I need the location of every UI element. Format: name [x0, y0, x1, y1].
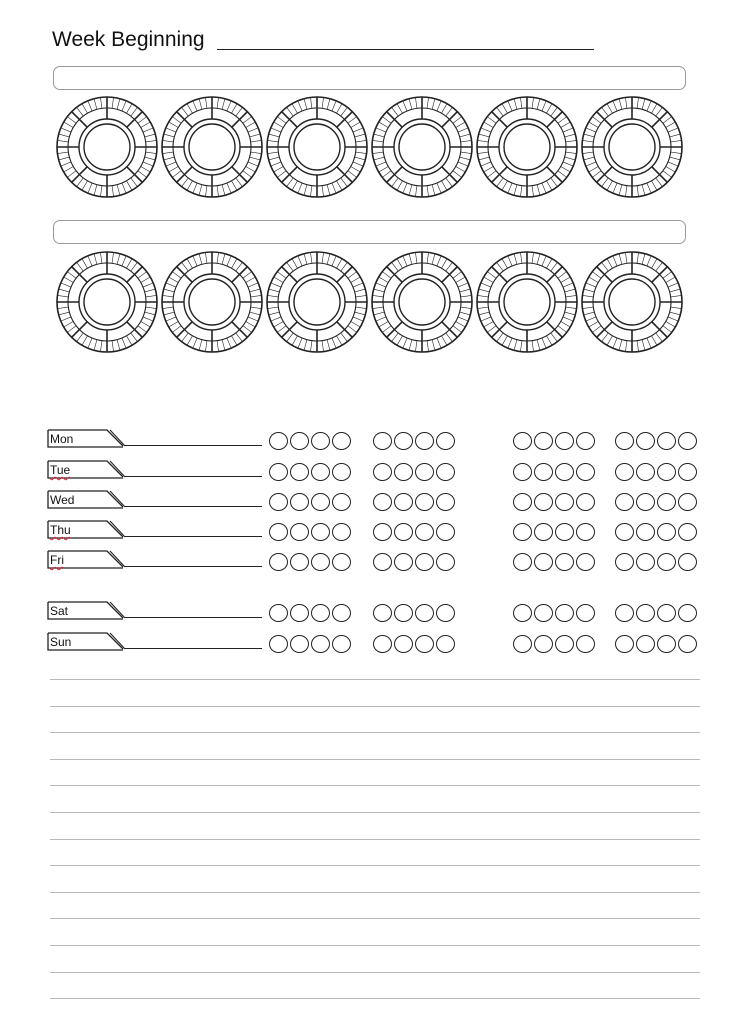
habit-checkbox[interactable]: [436, 493, 455, 511]
habit-checkbox[interactable]: [373, 523, 392, 541]
day-row-sat: [47, 601, 707, 627]
habit-checkbox[interactable]: [394, 635, 413, 653]
checkbox-group-1: [269, 493, 351, 515]
habit-checkbox[interactable]: [576, 463, 595, 481]
habit-checkbox[interactable]: [678, 463, 697, 481]
habit-checkbox[interactable]: [290, 604, 309, 622]
day-label: Mon: [50, 432, 74, 446]
day-label: Tue: [50, 463, 71, 477]
habit-checkbox[interactable]: [290, 635, 309, 653]
habit-checkbox[interactable]: [436, 432, 455, 450]
habit-checkbox[interactable]: [657, 432, 676, 450]
habit-checkbox[interactable]: [311, 493, 330, 511]
habit-checkbox[interactable]: [269, 493, 288, 511]
checkbox-group-2: [373, 635, 455, 657]
habit-checkbox[interactable]: [269, 432, 288, 450]
checkbox-group-2: [373, 432, 455, 454]
checkbox-group-2: [373, 553, 455, 575]
habit-checkbox[interactable]: [657, 635, 676, 653]
note-line[interactable]: [50, 972, 700, 973]
habit-ring-1-3[interactable]: [265, 95, 369, 199]
habit-checkbox[interactable]: [436, 523, 455, 541]
habit-checkbox[interactable]: [615, 604, 634, 622]
note-line[interactable]: [50, 812, 700, 813]
day-write-line[interactable]: [125, 476, 262, 477]
habit-ring-1-4[interactable]: [370, 95, 474, 199]
day-write-line[interactable]: [125, 536, 262, 537]
checkbox-group-2: [373, 523, 455, 545]
habit-checkbox[interactable]: [555, 463, 574, 481]
habit-checkbox[interactable]: [615, 463, 634, 481]
tracker-label-bar-1[interactable]: [53, 66, 686, 90]
note-line[interactable]: [50, 918, 700, 919]
note-line[interactable]: [50, 839, 700, 840]
habit-checkbox[interactable]: [576, 493, 595, 511]
checkbox-group-4: [615, 553, 697, 575]
habit-checkbox[interactable]: [311, 463, 330, 481]
habit-checkbox[interactable]: [657, 493, 676, 511]
checkbox-group-3: [513, 523, 595, 545]
habit-checkbox[interactable]: [373, 493, 392, 511]
habit-ring-2-1[interactable]: [55, 250, 159, 354]
checkbox-group-3: [513, 463, 595, 485]
habit-checkbox[interactable]: [513, 553, 532, 571]
checkbox-group-4: [615, 523, 697, 545]
day-write-line[interactable]: [125, 445, 262, 446]
habit-checkbox[interactable]: [269, 635, 288, 653]
habit-checkbox[interactable]: [555, 604, 574, 622]
habit-checkbox[interactable]: [657, 463, 676, 481]
note-line[interactable]: [50, 998, 700, 999]
day-tab: [47, 632, 127, 658]
habit-checkbox[interactable]: [311, 635, 330, 653]
habit-checkbox[interactable]: [678, 493, 697, 511]
day-tab: [47, 490, 127, 516]
habit-checkbox[interactable]: [332, 604, 351, 622]
habit-checkbox[interactable]: [332, 635, 351, 653]
habit-ring-2-4[interactable]: [370, 250, 474, 354]
habit-checkbox[interactable]: [415, 523, 434, 541]
habit-checkbox[interactable]: [615, 493, 634, 511]
note-line[interactable]: [50, 945, 700, 946]
habit-checkbox[interactable]: [555, 523, 574, 541]
habit-checkbox[interactable]: [290, 463, 309, 481]
day-row-thu: [47, 520, 707, 546]
checkbox-group-1: [269, 635, 351, 657]
habit-checkbox[interactable]: [394, 553, 413, 571]
day-write-line[interactable]: [125, 566, 262, 567]
habit-checkbox[interactable]: [373, 604, 392, 622]
habit-checkbox[interactable]: [332, 553, 351, 571]
habit-checkbox[interactable]: [290, 553, 309, 571]
habit-ring-2-2[interactable]: [160, 250, 264, 354]
habit-checkbox[interactable]: [269, 604, 288, 622]
habit-checkbox[interactable]: [436, 553, 455, 571]
habit-checkbox[interactable]: [513, 493, 532, 511]
habit-checkbox[interactable]: [436, 604, 455, 622]
day-tab: [47, 520, 127, 546]
habit-checkbox[interactable]: [290, 432, 309, 450]
habit-checkbox[interactable]: [311, 604, 330, 622]
habit-checkbox[interactable]: [576, 523, 595, 541]
day-label: Thu: [50, 523, 71, 537]
habit-checkbox[interactable]: [415, 463, 434, 481]
habit-checkbox[interactable]: [415, 493, 434, 511]
checkbox-group-4: [615, 493, 697, 515]
day-tab: [47, 601, 127, 627]
habit-checkbox[interactable]: [513, 463, 532, 481]
checkbox-group-3: [513, 493, 595, 515]
habit-checkbox[interactable]: [513, 604, 532, 622]
habit-checkbox[interactable]: [415, 553, 434, 571]
day-tab: [47, 429, 127, 455]
habit-checkbox[interactable]: [657, 604, 676, 622]
habit-checkbox[interactable]: [678, 553, 697, 571]
habit-checkbox[interactable]: [576, 635, 595, 653]
habit-checkbox[interactable]: [678, 635, 697, 653]
habit-checkbox[interactable]: [636, 553, 655, 571]
habit-checkbox[interactable]: [576, 553, 595, 571]
habit-checkbox[interactable]: [513, 523, 532, 541]
habit-checkbox[interactable]: [534, 553, 553, 571]
habit-checkbox[interactable]: [332, 432, 351, 450]
checkbox-group-3: [513, 553, 595, 575]
habit-checkbox[interactable]: [290, 523, 309, 541]
day-label: Sat: [50, 604, 69, 618]
checkbox-group-3: [513, 635, 595, 657]
day-tab: [47, 460, 127, 486]
tracker-label-bar-2[interactable]: [53, 220, 686, 244]
day-write-line[interactable]: [125, 648, 262, 649]
habit-ring-1-5[interactable]: [475, 95, 579, 199]
habit-checkbox[interactable]: [513, 635, 532, 653]
habit-checkbox[interactable]: [311, 553, 330, 571]
habit-checkbox[interactable]: [373, 432, 392, 450]
checkbox-group-4: [615, 463, 697, 485]
note-line[interactable]: [50, 785, 700, 786]
note-line[interactable]: [50, 892, 700, 893]
habit-checkbox[interactable]: [555, 493, 574, 511]
habit-ring-2-5[interactable]: [475, 250, 579, 354]
habit-ring-1-1[interactable]: [55, 95, 159, 199]
habit-checkbox[interactable]: [615, 523, 634, 541]
habit-checkbox[interactable]: [436, 635, 455, 653]
checkbox-group-3: [513, 604, 595, 626]
habit-checkbox[interactable]: [415, 635, 434, 653]
habit-checkbox[interactable]: [332, 463, 351, 481]
day-row-tue: [47, 460, 707, 486]
checkbox-group-2: [373, 463, 455, 485]
checkbox-group-4: [615, 604, 697, 626]
habit-checkbox[interactable]: [636, 523, 655, 541]
checkbox-group-4: [615, 635, 697, 657]
habit-checkbox[interactable]: [394, 432, 413, 450]
habit-checkbox[interactable]: [576, 604, 595, 622]
habit-checkbox[interactable]: [513, 432, 532, 450]
checkbox-group-2: [373, 493, 455, 515]
habit-checkbox[interactable]: [394, 604, 413, 622]
habit-checkbox[interactable]: [534, 432, 553, 450]
habit-checkbox[interactable]: [436, 463, 455, 481]
habit-checkbox[interactable]: [373, 463, 392, 481]
habit-checkbox[interactable]: [373, 635, 392, 653]
habit-checkbox[interactable]: [615, 553, 634, 571]
day-row-wed: [47, 490, 707, 516]
habit-checkbox[interactable]: [332, 493, 351, 511]
habit-checkbox[interactable]: [678, 523, 697, 541]
day-row-mon: [47, 429, 707, 455]
habit-checkbox[interactable]: [636, 635, 655, 653]
habit-ring-1-2[interactable]: [160, 95, 264, 199]
habit-checkbox[interactable]: [555, 432, 574, 450]
habit-ring-2-6[interactable]: [580, 250, 684, 354]
day-label: Sun: [50, 635, 72, 649]
habit-checkbox[interactable]: [534, 604, 553, 622]
habit-checkbox[interactable]: [373, 553, 392, 571]
checkbox-group-3: [513, 432, 595, 454]
habit-checkbox[interactable]: [636, 432, 655, 450]
day-label: Fri: [50, 553, 64, 567]
day-row-fri: [47, 550, 707, 576]
habit-checkbox[interactable]: [269, 463, 288, 481]
habit-checkbox[interactable]: [636, 493, 655, 511]
note-line[interactable]: [50, 865, 700, 866]
note-line[interactable]: [50, 759, 700, 760]
habit-checkbox[interactable]: [534, 523, 553, 541]
note-line[interactable]: [50, 679, 700, 680]
habit-checkbox[interactable]: [394, 463, 413, 481]
checkbox-group-1: [269, 604, 351, 626]
page-header: [52, 26, 612, 56]
habit-ring-2-3[interactable]: [265, 250, 369, 354]
checkbox-group-1: [269, 523, 351, 545]
checkbox-group-2: [373, 604, 455, 626]
habit-checkbox[interactable]: [534, 635, 553, 653]
habit-checkbox[interactable]: [311, 432, 330, 450]
day-write-line[interactable]: [125, 617, 262, 618]
habit-checkbox[interactable]: [657, 523, 676, 541]
habit-checkbox[interactable]: [332, 523, 351, 541]
habit-checkbox[interactable]: [636, 604, 655, 622]
habit-checkbox[interactable]: [636, 463, 655, 481]
day-write-line[interactable]: [125, 506, 262, 507]
habit-checkbox[interactable]: [394, 493, 413, 511]
habit-checkbox[interactable]: [576, 432, 595, 450]
page-title: Week Beginning: [52, 28, 205, 51]
habit-checkbox[interactable]: [415, 604, 434, 622]
checkbox-group-1: [269, 432, 351, 454]
habit-checkbox[interactable]: [657, 553, 676, 571]
habit-checkbox[interactable]: [534, 463, 553, 481]
week-beginning-field[interactable]: [217, 49, 594, 50]
habit-checkbox[interactable]: [269, 523, 288, 541]
note-line[interactable]: [50, 706, 700, 707]
habit-checkbox[interactable]: [555, 635, 574, 653]
checkbox-group-1: [269, 463, 351, 485]
habit-checkbox[interactable]: [678, 604, 697, 622]
habit-checkbox[interactable]: [534, 493, 553, 511]
habit-checkbox[interactable]: [415, 432, 434, 450]
day-row-sun: [47, 632, 707, 658]
habit-checkbox[interactable]: [311, 523, 330, 541]
habit-checkbox[interactable]: [615, 432, 634, 450]
habit-checkbox[interactable]: [290, 493, 309, 511]
habit-checkbox[interactable]: [555, 553, 574, 571]
habit-checkbox[interactable]: [394, 523, 413, 541]
day-tab: [47, 550, 127, 576]
habit-checkbox[interactable]: [269, 553, 288, 571]
note-line[interactable]: [50, 732, 700, 733]
habit-checkbox[interactable]: [615, 635, 634, 653]
checkbox-group-4: [615, 432, 697, 454]
habit-ring-1-6[interactable]: [580, 95, 684, 199]
habit-checkbox[interactable]: [678, 432, 697, 450]
checkbox-group-1: [269, 553, 351, 575]
day-label: Wed: [50, 493, 75, 507]
